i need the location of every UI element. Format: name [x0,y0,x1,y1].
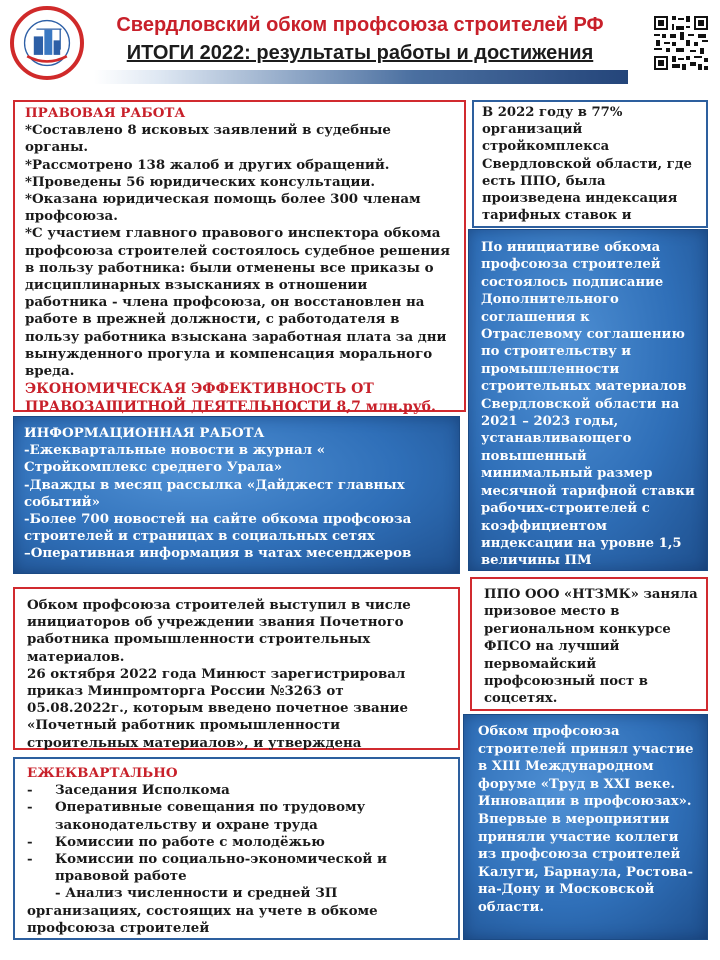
contest-box [470,577,708,711]
indexation-text: В 2022 году в 77% организаций стройкомплекса Свердловской области, где есть ППО, была произведена индексация тарифных ставок и [482,105,692,224]
quarterly-extra: - Анализ численности и средней ЗП организациях, состоящих на учете в обкоме профсоюза строителей [27,885,378,936]
title-line-1: Свердловский обком профсоюза строителей РФ [116,14,604,36]
agreement-text: По инициативе обкома профсоюза строителей состоялось подписание Дополнительного соглашения к Отраслевому соглашению по строительству и промышленности строительных материалов Свердловской области на 2021 – 2023 годы, устанавливающего повышенный минимальный размер месячной тарифной ставки рабочих-строителей с коэффициентом индексации на уровне 1,5 величины ПМ [481,240,695,569]
quarterly-box [13,757,460,940]
honor-title-box [13,587,460,750]
info-line: -Дважды в месяц рассылка «Дайджест главных событий» [24,476,405,510]
info-heading: ИНФОРМАЦИОННАЯ РАБОТА [24,425,265,441]
title-line-2: ИТОГИ 2022: результаты работы и достижения [126,42,594,64]
info-line: –Оперативная информация в чатах месенджеров [24,545,412,562]
legal-line: *Рассмотрено 138 жалоб и других обращений. [25,156,390,173]
legal-heading: ПРАВОВАЯ РАБОТА [25,105,186,121]
list-item [27,782,448,799]
legal-work-box [13,100,466,416]
honor-line: Обком профсоюза строителей выступил в числе инициаторов об учреждении звания Почетного работника промышленности строительных материалов. [27,597,411,665]
forum-box [463,714,708,940]
qr-code-icon[interactable] [652,14,710,72]
info-work-box [13,416,460,574]
list-item-label: Комиссии по работе с молодёжью [55,833,325,850]
indexation-box [472,100,708,228]
bullet: - [27,833,33,850]
legal-effect: ЭКОНОМИЧЕСКАЯ ЭФФЕКТИВНОСТЬ ОТ ПРАВОЗАЩИТНОЙ ДЕЯТЕЛЬНОСТИ 8,7 млн.руб. [25,381,436,416]
union-emblem-icon [10,6,84,80]
legal-line: *С участием главного правового инспектора обкома профсоюза строителей состоялось судебное решения в пользу работника: были отменены все приказы о дисциплинарных взысканиях в отношении работника - члена профсоюза, он восстановлен на работе в прежней должности, с работодателя в пользу работника взыскана заработная плата за дни вынужденного прогула и компенсация морального вреда. [25,225,450,380]
list-item [27,799,448,833]
bullet: - [27,851,33,868]
list-item-label: Комиссии по социально-экономической и правовой работе [55,851,387,885]
contest-text: ППО ООО «НТЗМК» заняла призовое место в региональном конкурсе ФПСО на лучший первомайский профсоюзный пост в соцсетях. [484,587,698,707]
header-decor-bar [94,70,628,84]
list-item-label: Оперативные совещания по трудовому законодательству и охране труда [55,799,366,833]
honor-line: 26 октября 2022 года Минюст зарегистрировал приказ Минпромторга России №3263 от 05.08.2022г., которым введено почетное звание «Почетный работник промышленности строительных материалов», и утверждена [27,665,408,751]
legal-line: *Проведены 56 юридических консультации. [25,173,376,190]
legal-line: *Составлено 8 исковых заявлений в судебные органы. [25,122,391,156]
info-line: -Ежеквартальные новости в журнал « Стройкомплекс среднего Урала» [24,442,326,476]
agreement-box [468,229,708,571]
quarterly-heading: ЕЖЕКВАРТАЛЬНО [27,765,178,781]
forum-text: Обком профсоюза строителей принял участие в XIII Международном форуме «Труд в XXI веке. Инновации в профсоюзах». Впервые в мероприятии приняли участие коллеги из профсоюза строителей Калуги, Барнаула, Ростова-на-Дону и Московской области. [478,724,694,915]
bullet: - [27,782,33,799]
header [0,0,720,90]
bullet: - [27,799,33,816]
list-item [27,851,448,885]
list-item [27,834,448,851]
list-item-label: Заседания Исполкома [55,782,230,799]
info-line: -Более 700 новостей на сайте обкома профсоюза строителей и страницах в социальных сетях [24,511,412,545]
legal-line: *Оказана юридическая помощь более 300 членам профсоюза. [25,191,421,225]
